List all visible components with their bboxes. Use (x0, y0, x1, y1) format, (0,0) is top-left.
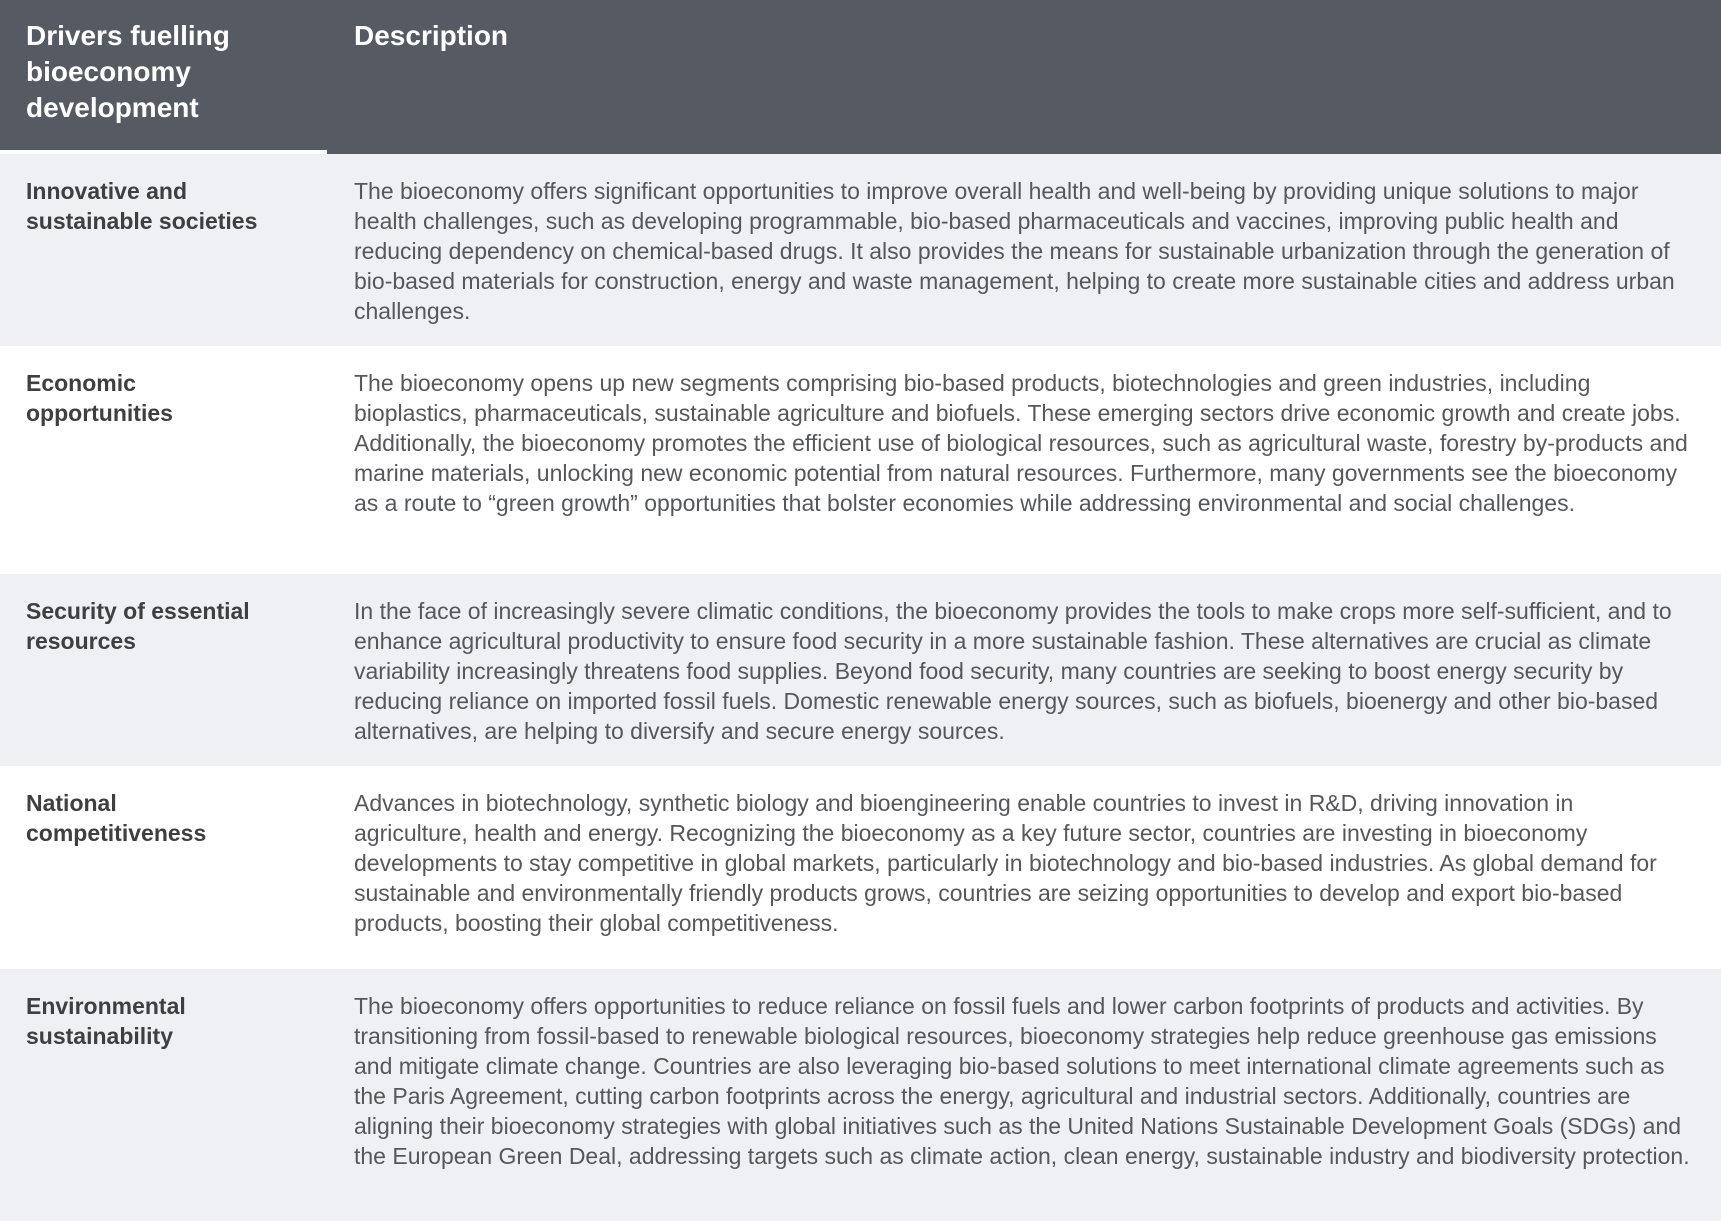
table-row (0, 766, 1721, 969)
driver-cell: Environmental sustainability (26, 993, 186, 1049)
description-cell: Advances in biotechnology, synthetic biology and bioengineering enable countries to invest in R&D, driving innovation in agriculture, health and energy. Recognizing the bioeconomy as a key future sector, countries are investing in bioeconomy developments to stay competitive in global markets, particularly in biotechnology and bio-based industries. As global demand for sustainable and environmentally friendly products grows, countries are seizing opportunities to develop and export bio-based products, boosting their global competitiveness. (354, 790, 1657, 936)
driver-cell: Security of essential resources (26, 598, 250, 654)
table-row (0, 574, 1721, 766)
description-cell: The bioeconomy offers opportunities to reduce reliance on fossil fuels and lower carbon footprints of products and activities. By transitioning from fossil-based to renewable biological resources, bioeconomy strategies help reduce greenhouse gas emissions and mitigate climate change. Countries are also leveraging bio-based solutions to meet international climate agreements such as the Paris Agreement, cutting carbon footprints across the energy, agricultural and industrial sectors. Additionally, countries are aligning their bioeconomy strategies with global initiatives such as the United Nations Sustainable Development Goals (SDGs) and the European Green Deal, addressing targets such as climate action, clean energy, sustainable industry and biodiversity protection. (354, 993, 1690, 1169)
table-row (0, 154, 1721, 346)
table-row (0, 346, 1721, 574)
description-cell: The bioeconomy opens up new segments comprising bio-based products, biotechnologies and green industries, including bioplastics, pharmaceuticals, sustainable agriculture and biofuels. These emerging sectors drive economic growth and create jobs. Additionally, the bioeconomy promotes the efficient use of biological resources, such as agricultural waste, forestry by-products and marine materials, unlocking new economic potential from natural resources. Furthermore, many governments see the bioeconomy as a route to “green growth” opportunities that bolster economies while addressing environmental and social challenges. (354, 370, 1688, 516)
table-header-row (0, 0, 1721, 154)
driver-cell: Innovative and sustainable societies (26, 178, 258, 234)
table-body (0, 154, 1721, 1221)
header-cell-drivers: Drivers fuelling bioeconomy development (0, 0, 327, 154)
driver-cell: Economic opportunities (26, 370, 173, 426)
table-row (0, 969, 1721, 1221)
description-cell: The bioeconomy offers significant opportunities to improve overall health and well-being by providing unique solutions to major health challenges, such as developing programmable, bio-based pharmaceuticals and vaccines, improving public health and reducing dependency on chemical-based drugs. It also provides the means for sustainable urbanization through the generation of bio-based materials for construction, energy and waste management, helping to create more sustainable cities and address urban challenges. (354, 178, 1675, 324)
driver-cell: National competitiveness (26, 790, 207, 846)
description-cell: In the face of increasingly severe climatic conditions, the bioeconomy provides the tools to make crops more self-sufficient, and to enhance agricultural productivity to ensure food security in a more sustainable fashion. These alternatives are crucial as climate variability increasingly threatens food supplies. Beyond food security, many countries are seeking to boost energy security by reducing reliance on imported fossil fuels. Domestic renewable energy sources, such as biofuels, bioenergy and other bio-based alternatives, are helping to diversify and secure energy sources. (354, 598, 1672, 744)
header-cell-description: Description (354, 20, 509, 51)
